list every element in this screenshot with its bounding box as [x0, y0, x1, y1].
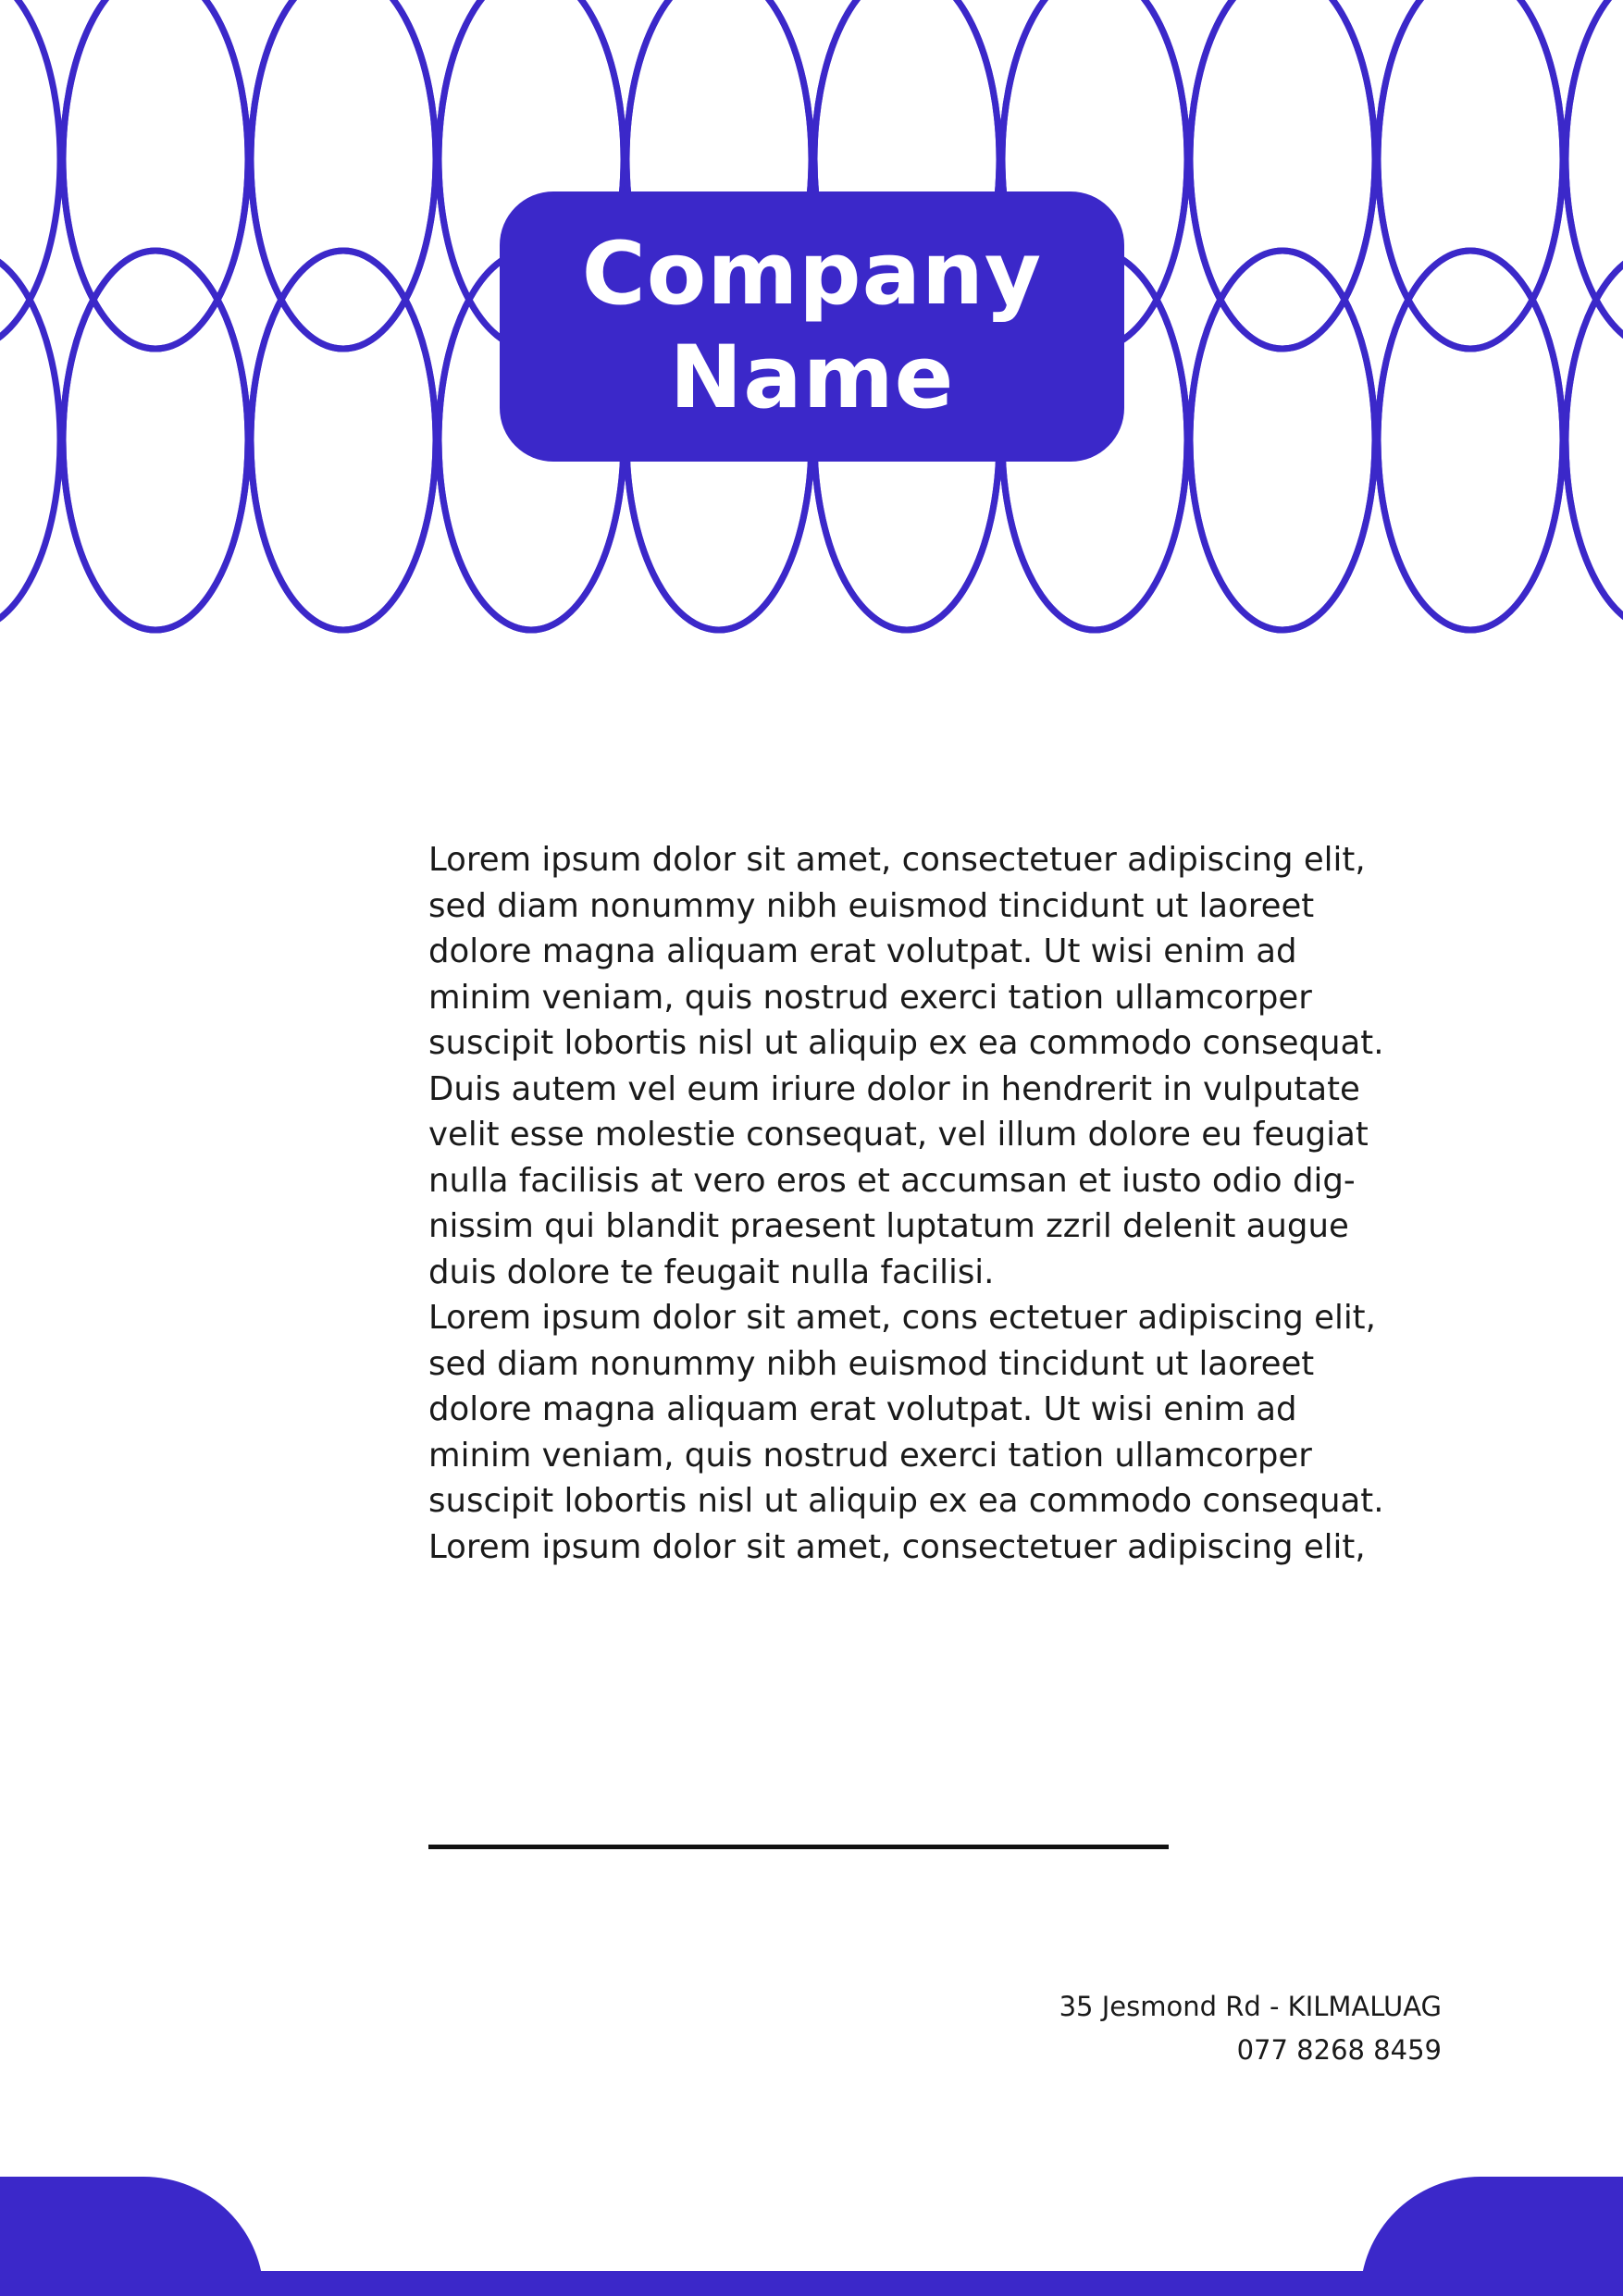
pattern-circle — [251, 251, 436, 630]
company-name-line-1: Company — [581, 224, 1043, 325]
body-line: Lorem ipsum dolor sit amet, cons ectetuer adipiscing elit, — [428, 1299, 1376, 1337]
body-line: dolore magna aliquam erat volutpat. Ut wisi enim ad — [428, 932, 1297, 970]
body-line: dolore magna aliquam erat volutpat. Ut wisi enim ad — [428, 1390, 1297, 1428]
pattern-circle — [1190, 0, 1375, 349]
pattern-circle — [1378, 251, 1563, 630]
pattern-circle — [1378, 0, 1563, 349]
pattern-circle — [0, 251, 60, 630]
body-line: Duis autem vel eum iriure dolor in hendrerit in vulputate — [428, 1069, 1360, 1108]
body-line: suscipit lobortis nisl ut aliquip ex ea commodo consequat. — [428, 1024, 1384, 1062]
company-name-line-2: Name — [669, 327, 955, 428]
body-line: nissim qui blandit praesent luptatum zzril delenit augue — [428, 1207, 1349, 1245]
phone-text: 077 8268 8459 — [1236, 2034, 1442, 2066]
body-line: minim veniam, quis nostrud exerci tation ullamcorper — [428, 978, 1312, 1017]
body-line: velit esse molestie consequat, vel illum dolore eu feugiat — [428, 1116, 1369, 1154]
pattern-circle — [251, 0, 436, 349]
company-name-badge — [500, 191, 1124, 462]
body-line: sed diam nonummy nibh euismod tincidunt ut laoreet — [428, 886, 1315, 925]
body-line: suscipit lobortis nisl ut aliquip ex ea commodo consequat. — [428, 1482, 1384, 1520]
signature-line — [428, 1845, 1169, 1849]
footer-band — [0, 2174, 1623, 2296]
pattern-circle — [1566, 251, 1623, 630]
body-line: nulla facilisis at vero eros et accumsan et iusto odio dig- — [428, 1161, 1356, 1200]
body-line: duis dolore te feugait nulla facilisi. — [428, 1253, 995, 1291]
body-line: minim veniam, quis nostrud exerci tation ullamcorper — [428, 1436, 1312, 1475]
body-line: Lorem ipsum dolor sit amet, consectetuer adipiscing elit, — [428, 1527, 1366, 1566]
address-text: 35 Jesmond Rd - KILMALUAG — [1059, 1991, 1442, 2022]
letter-body — [428, 837, 1469, 1570]
footer-right-shape — [1360, 2177, 1623, 2296]
contact-block — [1059, 1985, 1442, 2072]
body-line: sed diam nonummy nibh euismod tincidunt ut laoreet — [428, 1344, 1315, 1383]
pattern-circle — [1190, 251, 1375, 630]
pattern-circle — [63, 0, 248, 349]
body-line: Lorem ipsum dolor sit amet, consectetuer adipiscing elit, — [428, 841, 1366, 879]
pattern-circle — [63, 251, 248, 630]
